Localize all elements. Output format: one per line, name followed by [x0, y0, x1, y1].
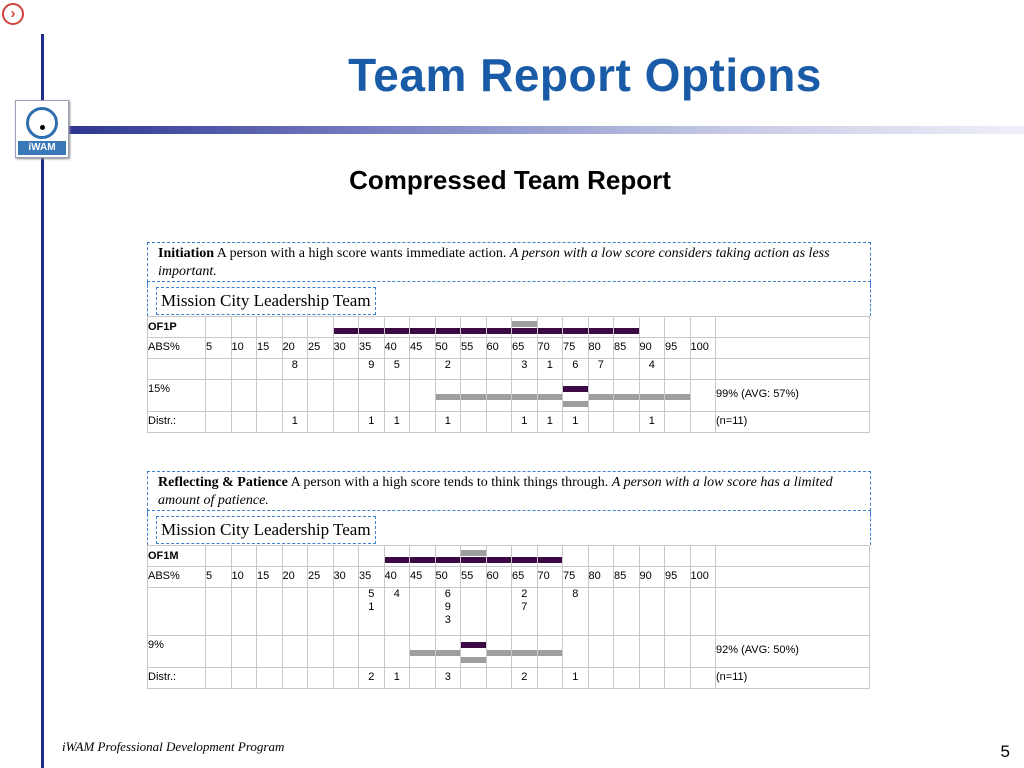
scale-cell [359, 317, 385, 338]
scale-tick: 20 [282, 338, 308, 359]
distribution-cell [308, 380, 334, 412]
respondent-count: 4 [384, 588, 410, 636]
distribution-value: 1 [512, 412, 538, 433]
scale-cell [231, 546, 257, 567]
distribution-cell [206, 380, 232, 412]
scale-cell [537, 546, 563, 567]
respondent-count [690, 588, 716, 636]
distribution-cell [588, 380, 614, 412]
low-percent: 9% [148, 636, 206, 668]
distribution-cell [461, 636, 487, 668]
distribution-value [206, 412, 232, 433]
distribution-value [308, 668, 334, 689]
scale-cell [563, 317, 589, 338]
distribution-cell [639, 380, 665, 412]
respondent-count: 5 [384, 359, 410, 380]
range-bar [385, 557, 410, 563]
distribution-value: 2 [359, 668, 385, 689]
distribution-value [537, 668, 563, 689]
range-bar [359, 328, 384, 334]
respondent-count: 1 [537, 359, 563, 380]
distribution-value [231, 668, 257, 689]
respondent-count: 6 9 3 [435, 588, 461, 636]
high-score-text: A person with a high score tends to think things through. [287, 475, 612, 490]
distribution-value [410, 668, 436, 689]
scale-cell [435, 546, 461, 567]
scale-cell [333, 546, 359, 567]
distr-label: Distr.: [148, 668, 206, 689]
spread-bar [487, 394, 512, 400]
respondent-count [410, 359, 436, 380]
distribution-cell [639, 636, 665, 668]
range-bar [538, 557, 563, 563]
distribution-cell [282, 380, 308, 412]
high-percent-average: 92% (AVG: 50%) [716, 636, 870, 668]
distribution-value [257, 412, 283, 433]
scale-tick: 35 [359, 338, 385, 359]
respondent-count [690, 359, 716, 380]
spread-bar [589, 394, 614, 400]
low-score-text: A person with a low score has a limited amount of patience. [158, 475, 833, 508]
distribution-value [333, 412, 359, 433]
respondent-count: 2 [435, 359, 461, 380]
scale-cell [588, 546, 614, 567]
sample-size: (n=11) [716, 668, 870, 689]
distribution-cell [461, 380, 487, 412]
spread-bar [512, 394, 537, 400]
distribution-cell [563, 636, 589, 668]
distr-label: Distr.: [148, 412, 206, 433]
distribution-cell [690, 636, 716, 668]
distribution-value [588, 412, 614, 433]
distribution-cell [206, 636, 232, 668]
scale-cell [257, 317, 283, 338]
slide-subtitle: Compressed Team Report [349, 165, 671, 195]
distribution-cell [359, 636, 385, 668]
scale-cell [563, 546, 589, 567]
scale-cell [537, 317, 563, 338]
scale-cell [410, 317, 436, 338]
scale-code: OF1M [148, 546, 206, 567]
team-name: Mission City Leadership Team [156, 287, 376, 315]
respondent-count [308, 588, 334, 636]
spread-bar [461, 394, 486, 400]
scale-tick: 55 [461, 567, 487, 588]
scale-tick: 85 [614, 567, 640, 588]
range-bar [436, 557, 461, 563]
respondent-count: 7 [588, 359, 614, 380]
range-bar [589, 328, 614, 334]
respondent-count [461, 359, 487, 380]
range-bar [512, 557, 537, 563]
distribution-value [614, 412, 640, 433]
header-rule [66, 126, 1024, 134]
scale-cell [665, 546, 691, 567]
distribution-value: 1 [384, 668, 410, 689]
range-bar [512, 328, 537, 334]
range-bar [563, 328, 588, 334]
scale-cell [486, 317, 512, 338]
logo-text: iWAM [18, 141, 66, 155]
distribution-cell [614, 380, 640, 412]
spread-bar [665, 394, 690, 400]
scale-cell [665, 317, 691, 338]
average-bar [563, 386, 588, 392]
scale-tick: 80 [588, 567, 614, 588]
distribution-cell [359, 380, 385, 412]
scale-tick: 25 [308, 338, 334, 359]
respondent-count [333, 588, 359, 636]
respondent-count: 5 1 [359, 588, 385, 636]
respondent-count [665, 359, 691, 380]
distribution-cell [665, 636, 691, 668]
distribution-cell [410, 380, 436, 412]
respondent-count [257, 588, 283, 636]
scale-tick: 10 [231, 338, 257, 359]
abs-label: ABS% [148, 338, 206, 359]
respondent-count [206, 359, 232, 380]
distribution-value [257, 668, 283, 689]
dimension-description [147, 242, 871, 282]
distribution-value [231, 412, 257, 433]
sample-size: (n=11) [716, 412, 870, 433]
scale-cell [614, 546, 640, 567]
distribution-value: 1 [435, 412, 461, 433]
scale-tick: 40 [384, 567, 410, 588]
respondent-count [486, 359, 512, 380]
distribution-value: 3 [435, 668, 461, 689]
distribution-value: 1 [563, 412, 589, 433]
dimension-name: Initiation [158, 246, 215, 261]
scale-tick: 75 [563, 338, 589, 359]
scale-tick: 50 [435, 338, 461, 359]
respondent-count [665, 588, 691, 636]
scale-tick: 45 [410, 338, 436, 359]
high-score-text: A person with a high score wants immediate action. [214, 246, 510, 261]
range-bar [410, 328, 435, 334]
distribution-cell [690, 380, 716, 412]
scale-cell [614, 317, 640, 338]
scale-tick: 30 [333, 338, 359, 359]
respondent-count: 4 [639, 359, 665, 380]
respondent-count [257, 359, 283, 380]
scale-tick: 55 [461, 338, 487, 359]
average-marker [512, 321, 537, 327]
distribution-cell [384, 380, 410, 412]
scale-cell [639, 546, 665, 567]
scale-cell [690, 317, 716, 338]
scale-cell [486, 546, 512, 567]
respondent-count [333, 359, 359, 380]
scale-cell [435, 317, 461, 338]
scale-tick: 15 [257, 338, 283, 359]
distribution-cell [512, 636, 538, 668]
scale-tick: 10 [231, 567, 257, 588]
respondent-count: 2 7 [512, 588, 538, 636]
scale-tick: 15 [257, 567, 283, 588]
scale-tick: 75 [563, 567, 589, 588]
spread-bar [410, 650, 435, 656]
scale-tick: 40 [384, 338, 410, 359]
distribution-value [282, 668, 308, 689]
dimension-description [147, 471, 871, 511]
distribution-cell [231, 636, 257, 668]
distribution-value: 1 [563, 668, 589, 689]
next-slide-icon[interactable]: › [2, 3, 24, 25]
scale-tick: 70 [537, 338, 563, 359]
scale-cell [690, 546, 716, 567]
footer-text: iWAM Professional Development Program [62, 739, 285, 754]
scale-tick: 70 [537, 567, 563, 588]
scale-tick: 25 [308, 567, 334, 588]
scale-cell [308, 317, 334, 338]
distribution-value [410, 412, 436, 433]
respondent-count [639, 588, 665, 636]
scale-cell [282, 317, 308, 338]
respondent-count [282, 588, 308, 636]
team-name: Mission City Leadership Team [156, 516, 376, 544]
scale-cell [257, 546, 283, 567]
scale-tick: 100 [690, 567, 716, 588]
scale-cell [384, 317, 410, 338]
range-bar [436, 328, 461, 334]
team-report-initiation [147, 242, 871, 433]
range-bar [614, 328, 639, 334]
scale-cell [206, 317, 232, 338]
respondent-count [588, 588, 614, 636]
respondent-count [537, 588, 563, 636]
distribution-cell [665, 380, 691, 412]
distribution-value [486, 668, 512, 689]
distribution-value: 1 [282, 412, 308, 433]
distribution-cell [486, 380, 512, 412]
range-bar [461, 557, 486, 563]
scale-tick: 5 [206, 338, 232, 359]
spread-bar [461, 657, 486, 663]
spread-bar [563, 401, 588, 407]
scale-tick: 50 [435, 567, 461, 588]
distribution-value [206, 668, 232, 689]
distribution-value [486, 412, 512, 433]
scale-cell [333, 317, 359, 338]
distribution-value [665, 412, 691, 433]
spread-bar [538, 394, 563, 400]
scale-tick: 90 [639, 338, 665, 359]
distribution-cell [435, 636, 461, 668]
distribution-cell [537, 380, 563, 412]
scale-cell [384, 546, 410, 567]
distribution-value [690, 668, 716, 689]
abs-label: ABS% [148, 567, 206, 588]
distribution-cell [308, 636, 334, 668]
low-percent: 15% [148, 380, 206, 412]
distribution-cell [512, 380, 538, 412]
distribution-value [690, 412, 716, 433]
scale-tick: 5 [206, 567, 232, 588]
scale-cell [308, 546, 334, 567]
scale-cell [512, 317, 538, 338]
page-number: 5 [1000, 742, 1010, 761]
scale-cell [461, 317, 487, 338]
distribution-value: 1 [537, 412, 563, 433]
scale-tick: 65 [512, 338, 538, 359]
respondent-count: 6 [563, 359, 589, 380]
dimension-name: Reflecting & Patience [158, 475, 288, 490]
scale-cell [639, 317, 665, 338]
spread-bar [436, 650, 461, 656]
spread-bar [640, 394, 665, 400]
scale-cell [359, 546, 385, 567]
distribution-cell [384, 636, 410, 668]
iwam-logo [15, 100, 69, 158]
distribution-cell [410, 636, 436, 668]
range-bar [487, 328, 512, 334]
range-bar [487, 557, 512, 563]
distribution-value: 1 [359, 412, 385, 433]
respondent-count [486, 588, 512, 636]
score-grid [147, 316, 870, 433]
scale-tick: 20 [282, 567, 308, 588]
scale-cell [282, 546, 308, 567]
scale-tick: 30 [333, 567, 359, 588]
distribution-value [461, 668, 487, 689]
respondent-count [206, 588, 232, 636]
scale-tick: 65 [512, 567, 538, 588]
respondent-count [614, 588, 640, 636]
range-bar [334, 328, 359, 334]
range-bar [410, 557, 435, 563]
distribution-cell [333, 380, 359, 412]
respondent-count: 8 [563, 588, 589, 636]
respondent-count [461, 588, 487, 636]
distribution-cell [537, 636, 563, 668]
scale-tick: 80 [588, 338, 614, 359]
respondent-count [231, 588, 257, 636]
spread-bar [436, 394, 461, 400]
scale-tick: 95 [665, 567, 691, 588]
scale-tick: 35 [359, 567, 385, 588]
distribution-value [665, 668, 691, 689]
distribution-value [333, 668, 359, 689]
distribution-value: 1 [384, 412, 410, 433]
scale-tick: 85 [614, 338, 640, 359]
spread-bar [512, 650, 537, 656]
respondent-count [308, 359, 334, 380]
slide-title: Team Report Options [348, 49, 822, 101]
distribution-value [308, 412, 334, 433]
distribution-cell [614, 636, 640, 668]
scale-cell [206, 546, 232, 567]
scale-tick: 45 [410, 567, 436, 588]
distribution-value: 2 [512, 668, 538, 689]
distribution-cell [282, 636, 308, 668]
logo-ring-icon [26, 107, 58, 139]
distribution-cell [588, 636, 614, 668]
scale-tick: 60 [486, 567, 512, 588]
high-percent-average: 99% (AVG: 57%) [716, 380, 870, 412]
scale-cell [588, 317, 614, 338]
low-score-text: A person with a low score considers taking action as less important. [158, 246, 830, 279]
average-bar [461, 642, 486, 648]
spread-bar [538, 650, 563, 656]
range-bar [385, 328, 410, 334]
team-report-reflecting [147, 471, 871, 689]
scale-cell [512, 546, 538, 567]
distribution-cell [563, 380, 589, 412]
score-grid [147, 545, 870, 689]
respondent-count: 8 [282, 359, 308, 380]
respondent-count [614, 359, 640, 380]
distribution-value [588, 668, 614, 689]
distribution-cell [333, 636, 359, 668]
scale-cell [461, 546, 487, 567]
respondent-count [231, 359, 257, 380]
respondent-count: 3 [512, 359, 538, 380]
distribution-cell [486, 636, 512, 668]
respondent-count [410, 588, 436, 636]
scale-code: OF1P [148, 317, 206, 338]
respondent-count: 9 [359, 359, 385, 380]
scale-tick: 90 [639, 567, 665, 588]
distribution-value [614, 668, 640, 689]
average-marker [461, 550, 486, 556]
scale-cell [410, 546, 436, 567]
scale-cell [231, 317, 257, 338]
distribution-value [639, 668, 665, 689]
distribution-cell [435, 380, 461, 412]
spread-bar [487, 650, 512, 656]
range-bar [461, 328, 486, 334]
scale-tick: 100 [690, 338, 716, 359]
distribution-cell [231, 380, 257, 412]
spread-bar [614, 394, 639, 400]
scale-tick: 95 [665, 338, 691, 359]
distribution-cell [257, 636, 283, 668]
distribution-value: 1 [639, 412, 665, 433]
range-bar [538, 328, 563, 334]
distribution-cell [257, 380, 283, 412]
distribution-value [461, 412, 487, 433]
scale-tick: 60 [486, 338, 512, 359]
